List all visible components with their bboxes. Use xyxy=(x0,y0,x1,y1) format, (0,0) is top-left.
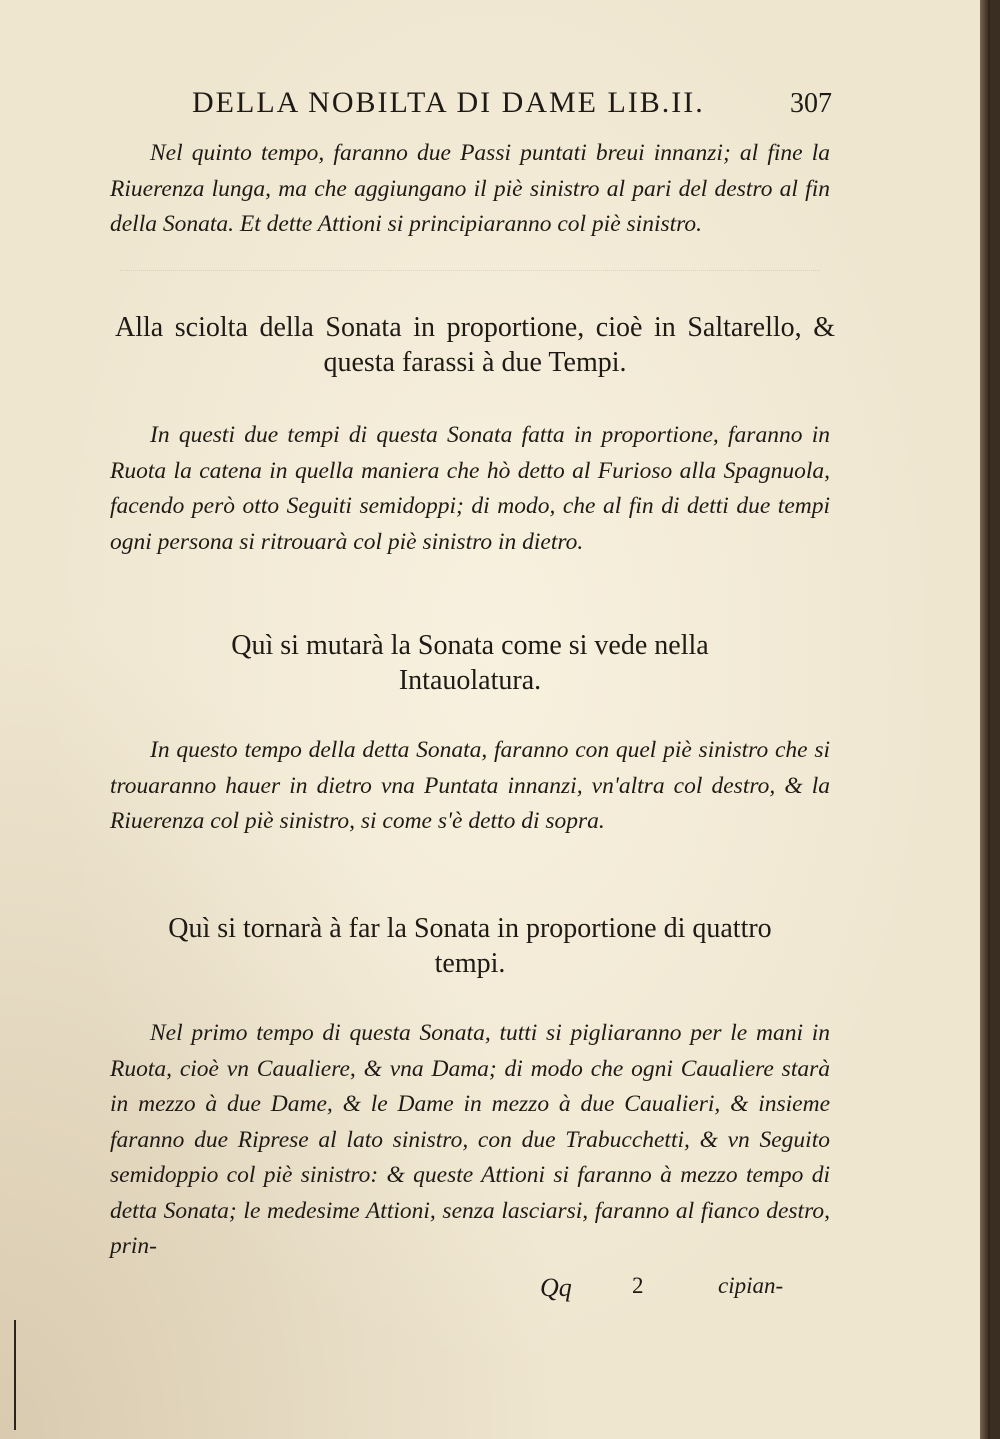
paragraph-quinto-tempo: Nel quinto tempo, faranno due Passi puntati breui innanzi; al fine la Riuerenza lunga, ma che aggiungano il piè sinistro al pari del destro al fin della Sonata. Et dette Attioni si principiaranno col piè sinistro. xyxy=(110,140,830,237)
signature-mark: Qq xyxy=(540,1273,572,1302)
page-header xyxy=(192,86,832,126)
paragraph-questo-tempo: In questo tempo della detta Sonata, faranno con quel piè sinistro che si trouaranno hauer in dietro vna Puntata innanzi, vn'altra col destro, & la Riuerenza col piè sinistro, si come s'è detto di sopra. xyxy=(110,737,830,834)
paragraph-primo-tempo: Nel primo tempo di questa Sonata, tutti si pigliaranno per le mani in Ruota, cioè vn Caualiere, & vna Dama; di modo che ogni Caualiere starà in mezzo à due Dame, & le Dame in mezzo à due Caualieri, & insieme faranno due Riprese al lato sinistro, con due Trabucchetti, & vn Seguito semidoppio col piè sinistro: & queste Attioni si faranno à mezzo tempo di detta Sonata; le medesime Attioni, senza lasciarsi, faranno al fianco destro, prin- xyxy=(110,1020,830,1259)
binding-edge xyxy=(14,1320,16,1430)
page-edge-shadow xyxy=(980,0,990,1439)
section-heading-intauolatura: Quì si mutarà la Sonata come si vede nella Intauolatura. xyxy=(231,630,709,696)
section-heading-saltarello: Alla sciolta della Sonata in proportione, cioè in Saltarello, & questa farassi à due Tempi. xyxy=(115,312,835,378)
catchword: cipian- xyxy=(718,1273,784,1298)
signature-number: 2 xyxy=(632,1273,644,1298)
paragraph-due-tempi: In questi due tempi di questa Sonata fatta in proportione, faranno in Ruota la catena in quella maniera che hò detto al Furioso alla Spagnuola, facendo però otto Seguiti semidoppi; di modo, che al fin di detti due tempi ogni persona si ritrouarà col piè sinistro in dietro. xyxy=(110,422,830,555)
page-number: 307 xyxy=(790,88,832,119)
show-through-texture xyxy=(120,240,820,271)
running-head: DELLA NOBILTA DI DAME LIB.II. xyxy=(192,86,705,119)
section-heading-quattro-tempi: Quì si tornarà à far la Sonata in proportione di quattro tempi. xyxy=(168,913,772,979)
